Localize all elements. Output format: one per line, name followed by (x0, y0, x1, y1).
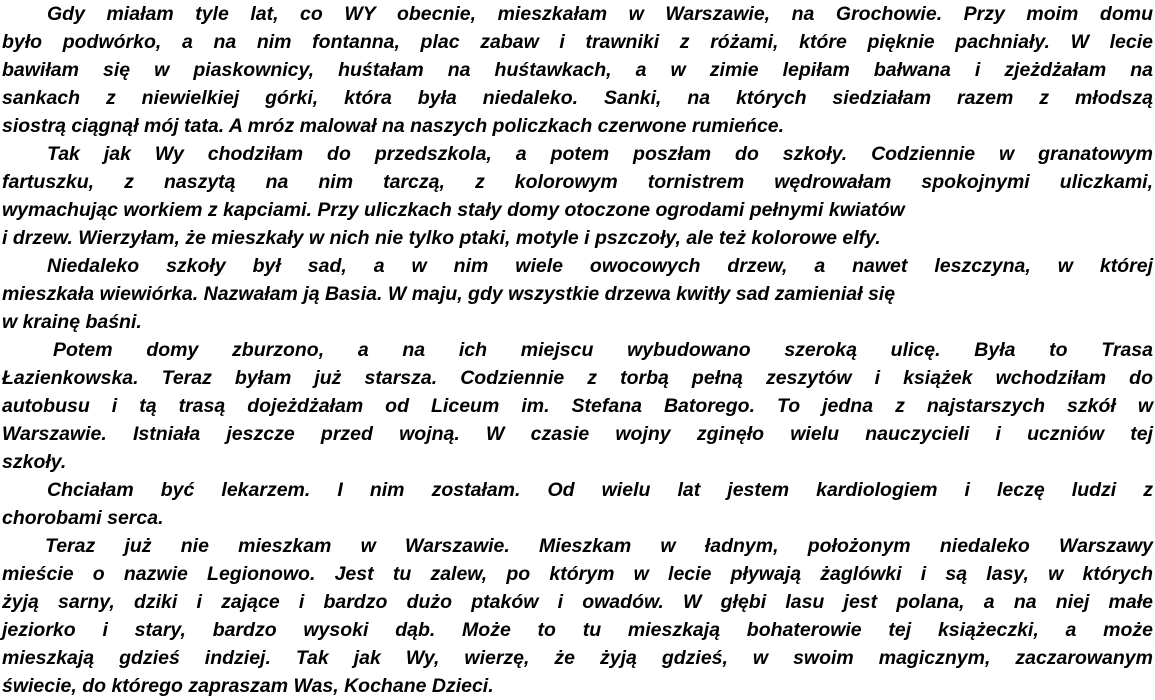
text-line: i drzew. Wierzyłam, że mieszkały w nich nie tylko ptaki, motyle i pszczoły, ale też kolorowe elfy. (2, 227, 881, 249)
text-line: jeziorko i stary, bardzo wysoki dąb. Może to tu mieszkają bohaterowie tej książeczki, a może (2, 619, 1153, 641)
text-line: Potem domy zburzono, a na ich miejscu wybudowano szeroką ulicę. Była to Trasa (53, 339, 1153, 361)
text-line: autobusu i tą trasą dojeżdżałam od Liceum im. Stefana Batorego. To jedna z najstarszych szkół w (2, 395, 1153, 417)
text-line: było podwórko, a na nim fontanna, plac zabaw i trawniki z różami, które pięknie pachniały. W lecie (2, 31, 1153, 53)
text-line: wymachując workiem z kapciami. Przy uliczkach stały domy otoczone ogrodami pełnymi kwiatów (2, 199, 905, 221)
text-line: w krainę baśni. (2, 311, 142, 333)
text-line: szkoły. (2, 451, 67, 473)
text-line: świecie, do którego zapraszam Was, Kochane Dzieci. (2, 675, 494, 697)
text-line: żyją sarny, dziki i zające i bardzo dużo ptaków i owadów. W głębi lasu jest polana, a na niej małe (2, 591, 1153, 613)
text-line: chorobami serca. (2, 507, 164, 529)
text-line: Teraz już nie mieszkam w Warszawie. Mieszkam w ładnym, położonym niedaleko Warszawy (45, 535, 1153, 557)
text-line: Tak jak Wy chodziłam do przedszkola, a potem poszłam do szkoły. Codziennie w granatowym (47, 143, 1153, 165)
text-line: Warszawie. Istniała jeszcze przed wojną. W czasie wojny zginęło wielu nauczycieli i uczniów tej (2, 423, 1153, 445)
text-line: Łazienkowska. Teraz byłam już starsza. Codziennie z torbą pełną zeszytów i książek wchodziłam do (2, 367, 1153, 389)
text-line: mieszkała wiewiórka. Nazwałam ją Basia. W maju, gdy wszystkie drzewa kwitły sad zamieniał się (2, 283, 896, 305)
text-line: Niedaleko szkoły był sad, a w nim wiele owocowych drzew, a nawet leszczyna, w której (47, 255, 1153, 277)
text-line: Gdy miałam tyle lat, co WY obecnie, mieszkałam w Warszawie, na Grochowie. Przy moim domu (47, 3, 1153, 25)
text-line: siostrą ciągnął mój tata. A mróz malował na naszych policzkach czerwone rumieńce. (2, 115, 785, 137)
text-line: fartuszku, z naszytą na nim tarczą, z kolorowym tornistrem wędrowałam spokojnymi uliczkami, (2, 171, 1153, 193)
text-line: sankach z niewielkiej górki, która była niedaleko. Sanki, na których siedziałam razem z młodszą (2, 87, 1153, 109)
text-line: mieście o nazwie Legionowo. Jest tu zalew, po którym w lecie pływają żaglówki i są lasy, w których (2, 563, 1153, 585)
text-line: Chciałam być lekarzem. I nim zostałam. Od wielu lat jestem kardiologiem i leczę ludzi z (47, 479, 1153, 501)
text-line: mieszkają gdzieś indziej. Tak jak Wy, wierzę, że żyją gdzieś, w swoim magicznym, zaczarowanym (2, 647, 1153, 669)
text-line: bawiłam się w piaskownicy, huśtałam na huśtawkach, a w zimie lepiłam bałwana i zjeżdżałam na (2, 59, 1153, 81)
